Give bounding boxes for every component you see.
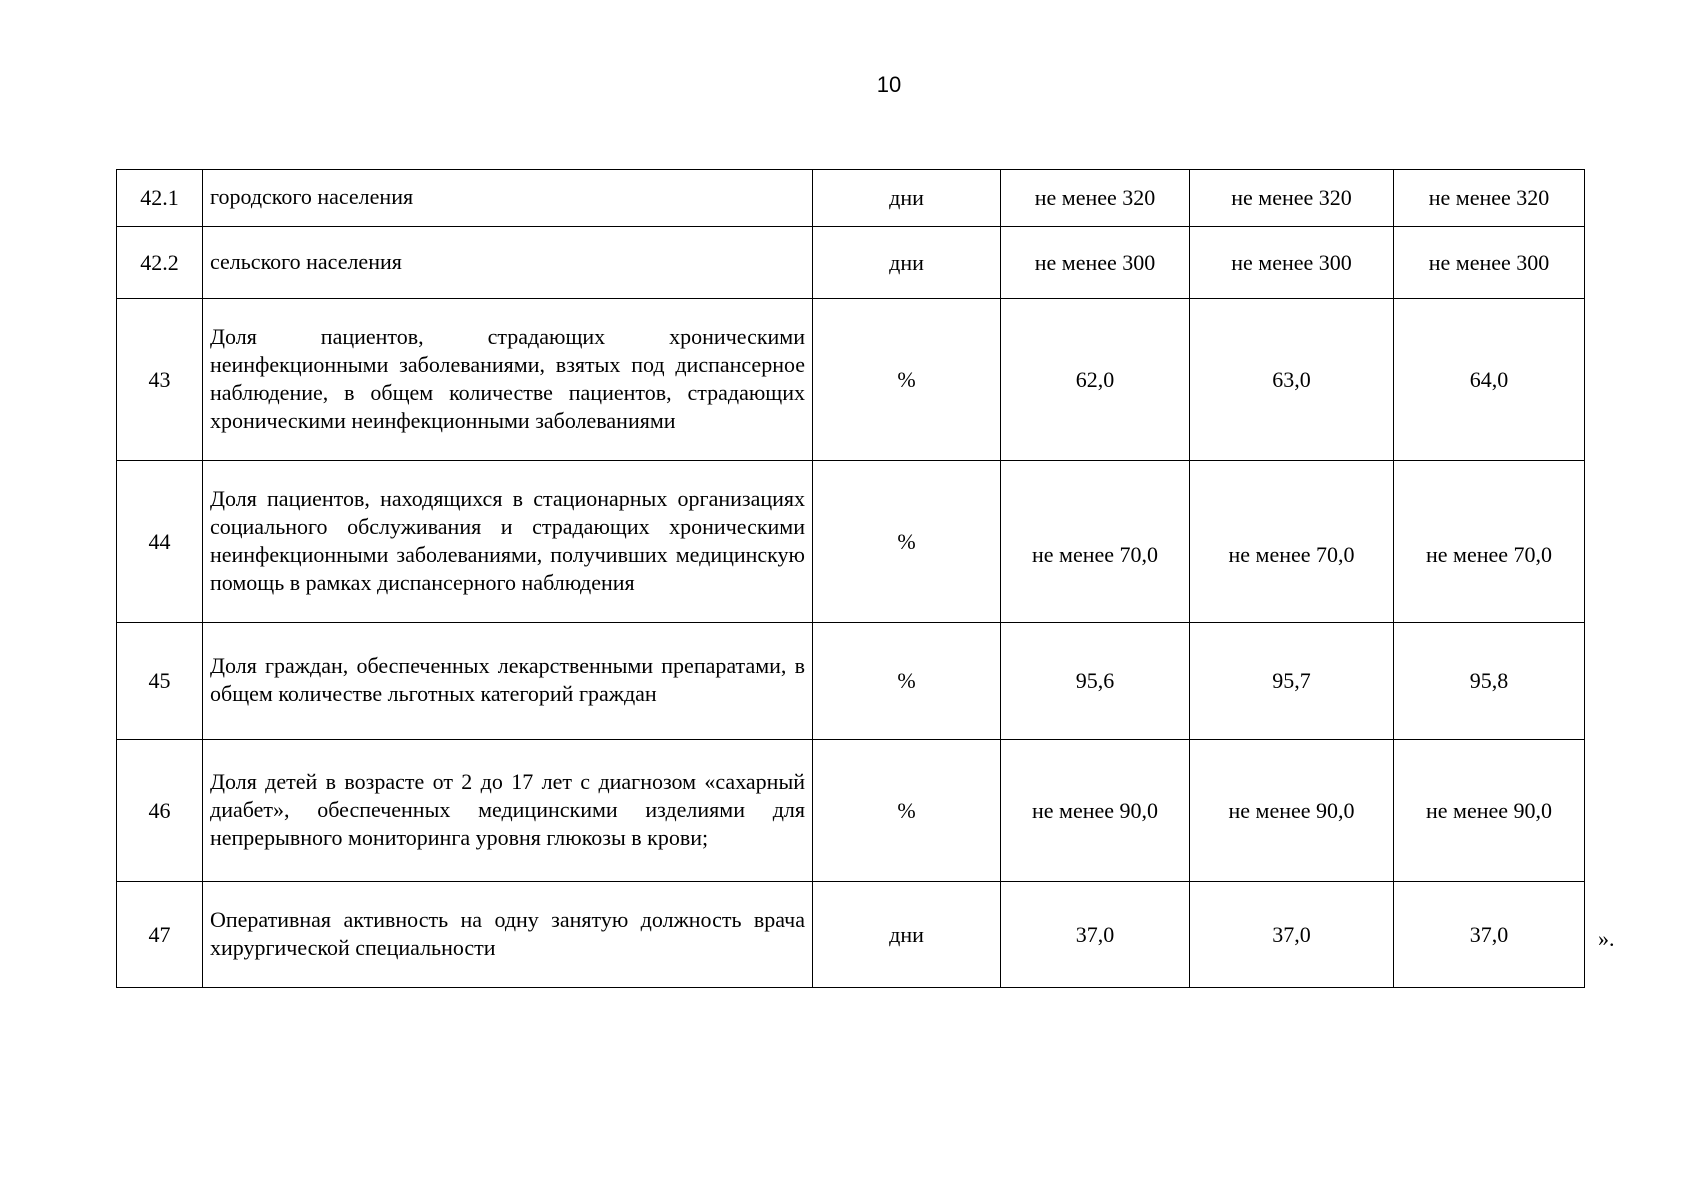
row-number: 47 xyxy=(117,882,203,988)
row-number: 44 xyxy=(117,461,203,623)
value-year-2: не менее 90,0 xyxy=(1190,740,1394,882)
indicator-name: Доля пациентов, страдающих хроническими неинфекционными заболеваниями, взятых под диспансерное наблюдение, в общем количестве пациентов, страдающих хроническими неинфекционными заболеваниями xyxy=(203,299,813,461)
value-year-3: 37,0 xyxy=(1394,882,1585,988)
unit-cell: дни xyxy=(813,882,1001,988)
unit-cell: % xyxy=(813,623,1001,740)
table-row-42-1 xyxy=(117,170,1585,227)
value-year-2: не менее 320 xyxy=(1190,170,1394,227)
table-row-47 xyxy=(117,882,1585,988)
value-year-3: 64,0 xyxy=(1394,299,1585,461)
value-year-1: не менее 300 xyxy=(1001,227,1190,299)
indicator-name: городского населения xyxy=(203,170,813,227)
indicators-table xyxy=(116,169,1585,988)
table-row-43 xyxy=(117,299,1585,461)
indicator-name: Доля граждан, обеспеченных лекарственными препаратами, в общем количестве льготных категорий граждан xyxy=(203,623,813,740)
page-number: 10 xyxy=(876,72,902,97)
value-year-2: 95,7 xyxy=(1190,623,1394,740)
value-year-1: 62,0 xyxy=(1001,299,1190,461)
unit-cell: дни xyxy=(813,170,1001,227)
value-year-1: 95,6 xyxy=(1001,623,1190,740)
row-number: 42.1 xyxy=(117,170,203,227)
value-year-1: не менее 320 xyxy=(1001,170,1190,227)
table-row-44 xyxy=(117,461,1585,623)
value-year-3: не менее 300 xyxy=(1394,227,1585,299)
value-year-3: не менее 70,0 xyxy=(1394,461,1585,623)
row-number: 43 xyxy=(117,299,203,461)
value-year-2: не менее 70,0 xyxy=(1190,461,1394,623)
indicator-name: Доля пациентов, находящихся в стационарных организациях социального обслуживания и страдающих хроническими неинфекционными заболеваниями, получивших медицинскую помощь в рамках диспансерного наблюдения xyxy=(203,461,813,623)
value-year-1: 37,0 xyxy=(1001,882,1190,988)
row-number: 45 xyxy=(117,623,203,740)
value-year-1: не менее 90,0 xyxy=(1001,740,1190,882)
value-year-2: не менее 300 xyxy=(1190,227,1394,299)
closing-quote: ». xyxy=(1598,926,1615,951)
row-number: 42.2 xyxy=(117,227,203,299)
indicator-name: Доля детей в возрасте от 2 до 17 лет с диагнозом «сахарный диабет», обеспеченных медицинскими изделиями для непрерывного мониторинга уровня глюкозы в крови; xyxy=(203,740,813,882)
table-row-42-2 xyxy=(117,227,1585,299)
table-row-45 xyxy=(117,623,1585,740)
value-year-2: 63,0 xyxy=(1190,299,1394,461)
row-number: 46 xyxy=(117,740,203,882)
unit-cell: % xyxy=(813,299,1001,461)
unit-cell: % xyxy=(813,740,1001,882)
table-row-46 xyxy=(117,740,1585,882)
unit-cell: дни xyxy=(813,227,1001,299)
indicator-name: Оперативная активность на одну занятую должность врача хирургической специальности xyxy=(203,882,813,988)
indicator-name: сельского населения xyxy=(203,227,813,299)
unit-cell: % xyxy=(813,461,1001,623)
value-year-3: не менее 90,0 xyxy=(1394,740,1585,882)
value-year-2: 37,0 xyxy=(1190,882,1394,988)
value-year-3: 95,8 xyxy=(1394,623,1585,740)
value-year-3: не менее 320 xyxy=(1394,170,1585,227)
value-year-1: не менее 70,0 xyxy=(1001,461,1190,623)
